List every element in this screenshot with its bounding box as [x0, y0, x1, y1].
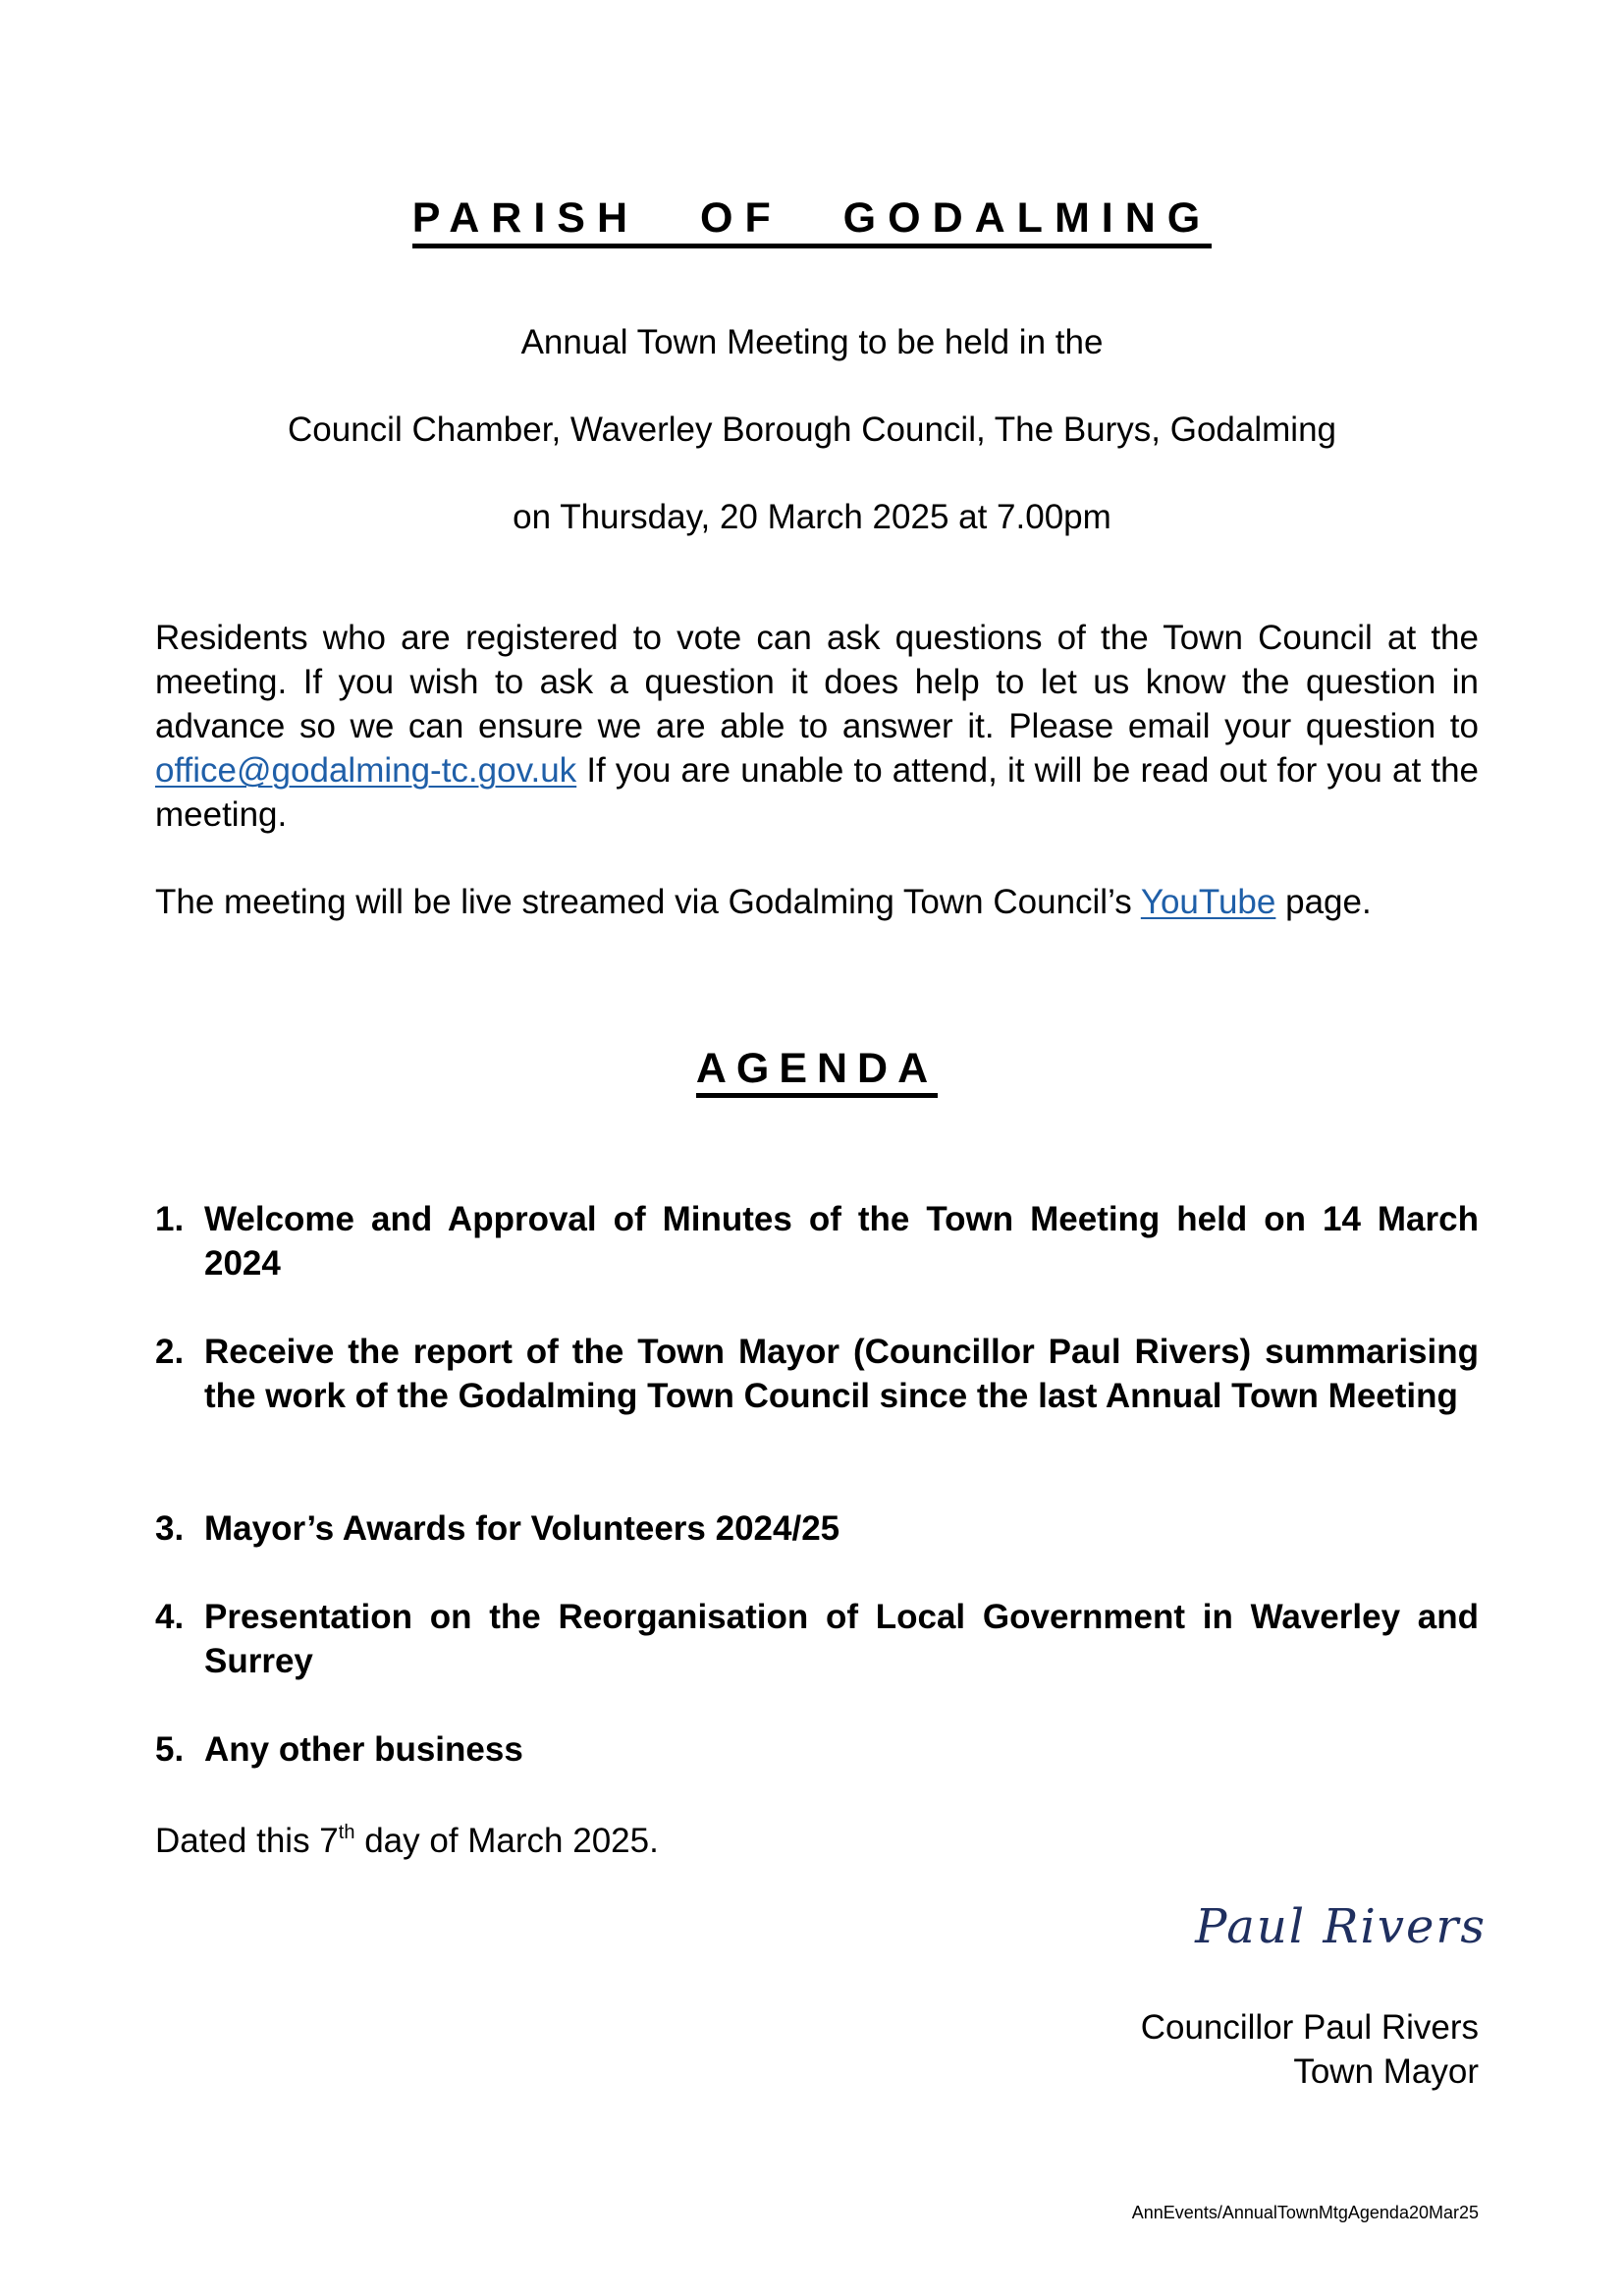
agenda-item-5 [155, 1727, 1479, 1772]
signatory-block [1141, 2005, 1479, 2094]
questions-text-after: If you are unable to attend, it will be read out for you at the meeting. [155, 751, 1479, 834]
agenda-item-number: 4. [155, 1598, 185, 1636]
agenda-item-text: Receive the report of the Town Mayor (Councillor Paul Rivers) summarising the work of the Godalming Town Council since the last Annual Town Meeting [204, 1333, 1479, 1415]
agenda-heading-text: AGENDA [696, 1045, 938, 1098]
questions-paragraph [155, 616, 1479, 837]
title-underlined [412, 194, 1212, 248]
meeting-date-line: on Thursday, 20 March 2025 at 7.00pm [513, 498, 1111, 536]
agenda-item-1 [155, 1197, 1479, 1285]
agenda-item-3 [155, 1506, 1479, 1551]
email-link[interactable]: office@godalming-tc.gov.uk [155, 751, 577, 790]
agenda-item-text: Presentation on the Reorganisation of Local Government in Waverley and Surrey [204, 1598, 1479, 1680]
handwritten-signature: Paul Rivers [1195, 1899, 1487, 1954]
dated-prefix: Dated this 7 [155, 1822, 339, 1860]
agenda-item-number: 1. [155, 1200, 185, 1238]
livestream-text-after: page. [1275, 883, 1372, 921]
signatory-role: Town Mayor [1293, 2052, 1479, 2091]
agenda-heading [0, 1043, 1624, 1094]
dated-suffix: day of March 2025. [354, 1822, 659, 1860]
agenda-item-2 [155, 1330, 1479, 1418]
signatory-name: Councillor Paul Rivers [1140, 2008, 1479, 2047]
livestream-text-before: The meeting will be live streamed via Godalming Town Council’s [155, 883, 1141, 921]
agenda-item-number: 3. [155, 1509, 185, 1548]
youtube-link[interactable]: YouTube [1140, 883, 1276, 921]
agenda-item-number: 5. [155, 1730, 185, 1769]
agenda-item-4 [155, 1595, 1479, 1683]
livestream-paragraph [155, 880, 1479, 924]
dated-superscript: th [338, 1822, 355, 1843]
title-word-of: OF [700, 194, 783, 242]
agenda-item-text: Any other business [204, 1730, 523, 1769]
page-title [0, 192, 1624, 244]
meeting-intro-line: Annual Town Meeting to be held in the [520, 323, 1104, 361]
agenda-item-text: Welcome and Approval of Minutes of the Town Meeting held on 14 March 2024 [204, 1200, 1479, 1283]
dated-line [155, 1819, 659, 1863]
agenda-item-text: Mayor’s Awards for Volunteers 2024/25 [204, 1509, 840, 1548]
title-word-godalming: GODALMING [842, 194, 1213, 242]
questions-text-before: Residents who are registered to vote can ask questions of the Town Council at the meeting. If you wish to ask a question it does help to let us know the question in advance so we can ensure we are able to answer it. Please email your question to [155, 619, 1479, 745]
title-word-parish: PARISH [411, 194, 640, 242]
agenda-item-number: 2. [155, 1333, 185, 1371]
document-reference: AnnEvents/AnnualTownMtgAgenda20Mar25 [1131, 2203, 1479, 2222]
meeting-venue-line: Council Chamber, Waverley Borough Council, The Burys, Godalming [288, 410, 1336, 449]
